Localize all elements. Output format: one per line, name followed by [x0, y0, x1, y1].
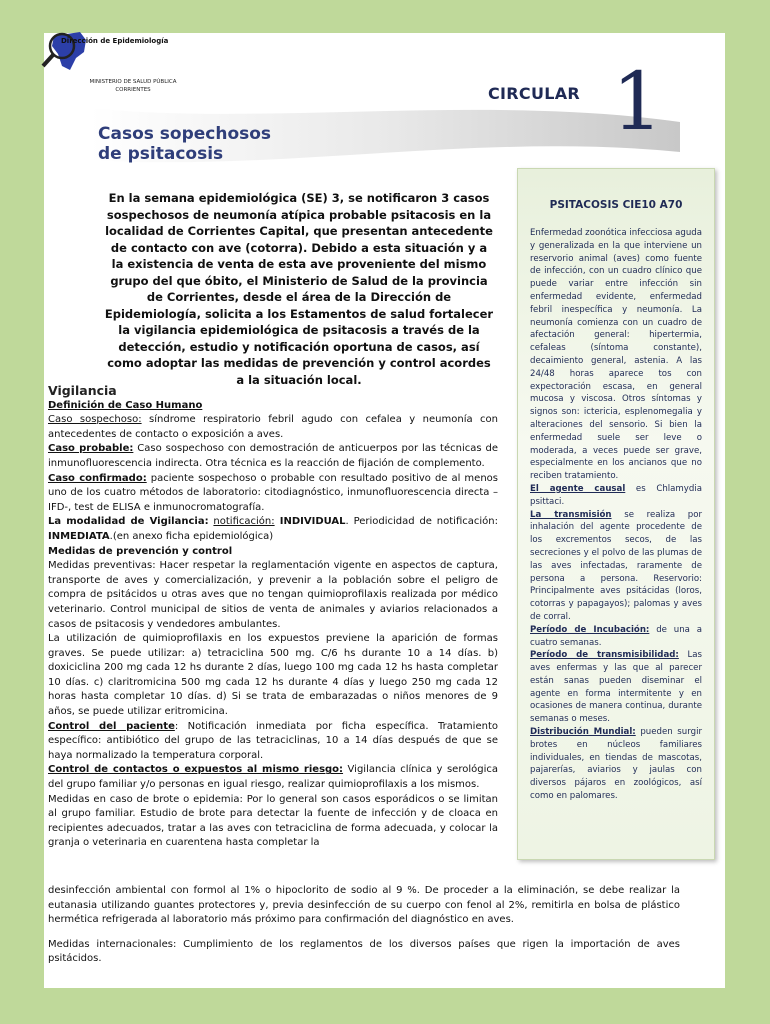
modalidad-text: . Periodicidad de notificación:: [345, 516, 498, 528]
disinfection-text: desinfección ambiental con formol al 1% o hipoclorito de sodio al 9 %. De proceder a la eliminación, se debe realizar la eutanasia utilizando guantes protectores y, previa desinfección de su cuerpo con fenol al 2%, remitirla en bolsa de plástico hermética refrigerada al laboratorio más próximo para confirmación del diagnóstico en aves.: [48, 885, 680, 926]
control-contactos-label: Control de contactos o expuestos al mismo riesgo:: [48, 764, 344, 776]
caso-probable: [48, 442, 498, 471]
chemoprophylaxis-text: La utilización de quimioprofilaxis en los expuestos previene la aparición de formas graves. Se puede utilizar: a) tetraciclina 500 mg. C/6 hs durante 10 a 14 días. b) doxiciclina 200 mg cada 12 hs durante 2 días, luego 100 mg cada 12 hs hasta completar 10 días. c) claritromicina 500 mg cada 12 hs durante 4 días y luego 250 mg cada 12 horas hasta completar 10 días. d) Si se trata de embarazadas o niños menores de 9 años, se puede utilizar eritromicina.: [48, 633, 498, 718]
definition-heading: Definición de Caso Humano: [48, 399, 203, 411]
caso-confirmado-label: Caso confirmado:: [48, 472, 147, 484]
title-line-2: de psitacosis: [98, 144, 224, 164]
incubacion-label: Período de Incubación:: [530, 624, 650, 635]
distribucion-text: pueden surgir brotes en núcleos familiares individuales, en tiendas de mascotas, pajarerías, aviarios y jaulas con diversos pájaros en zoológicos, así como en palomares.: [530, 727, 702, 802]
inmediata-label: INMEDIATA: [48, 530, 110, 542]
caso-sospechoso: [48, 413, 498, 442]
transmision-text: se realiza por inhalación del agente procedente de los excrementos secos, de las secreciones y el polvo de las plumas de las aves infectadas, raramente de persona a persona. Reservorio: Principalmente aves psitácidas (loros, cotorras y papagayos); palomas y aves de corral.: [530, 509, 702, 622]
main-body: [48, 384, 498, 851]
section-heading-vigilancia: Vigilancia: [48, 383, 117, 398]
modalidad-label: La modalidad de Vigilancia:: [48, 516, 209, 528]
circular-number: 1: [612, 55, 663, 148]
sidebar-agente: [530, 483, 702, 509]
modalidad-notif: notificación:: [213, 516, 275, 528]
incubacion-text: de una a cuatro semanas.: [530, 624, 702, 648]
logo-text: Dirección de Epidemiología: [61, 37, 169, 45]
sidebar-transmision: [530, 509, 702, 624]
distribucion-label: Distribución Mundial:: [530, 727, 636, 738]
caso-sospechoso-text: síndrome respiratorio febril agudo con cefalea y neumonía con antecedentes de contacto o exposición a aves.: [48, 414, 499, 440]
title-line-1: Casos sopechosos: [98, 124, 272, 144]
sidebar-description: Enfermedad zoonótica infecciosa aguda y generalizada en la que interviene un reservorio animal (aves) como fuente de infección, con un cuadro clínico que puede variar entre infección sin enfermedad evidente, enfermedad febril inespecífica y neumonía. La neumonía comienza con un cuadro de afectación general: hipertermia, cefaleas (síntoma constante), decaimiento general, astenia. A las 24/48 horas aparece tos con expectoración escasa, en general mucosa y viscosa. Otros síntomas y signos son: ictericia, esplenomegalia y alteraciones del sensorio. Si bien la enfermedad suele ser leve o moderada, a veces puede ser grave, especialmente en los ancianos que no reciben tratamiento.: [530, 228, 702, 482]
full-width-text: [48, 874, 680, 977]
page-title: [98, 124, 271, 164]
psitacosis-sidebar: [517, 168, 715, 860]
modalidad-individual: INDIVIDUAL: [274, 516, 346, 528]
transmision-label: La transmisión: [530, 509, 612, 520]
transmisibilidad-text: Las aves enfermas y las que al parecer están sanas pueden diseminar el agente en forma intermitente y en ocasiones de manera continua, durante semanas o meses.: [530, 650, 702, 725]
sidebar-text: [530, 227, 702, 803]
international-measures-text: Medidas internacionales: Cumplimiento de los reglamentos de los diversos países que rigen la importación de aves psitácidos.: [48, 938, 680, 965]
control-paciente-label: Control del paciente: [48, 720, 175, 732]
ministry-name: MINISTERIO DE SALUD PÚBLICA CORRIENTES: [89, 79, 177, 93]
sidebar-distribucion: [530, 726, 702, 803]
inmediata-text: .(en anexo ficha epidemiológica): [109, 530, 274, 542]
caso-sospechoso-label: Caso sospechoso:: [48, 414, 142, 426]
outbreak-text: Medidas en caso de brote o epidemia: Por lo general son casos esporádicos o se limitan al grupo familiar. Estudio de brote para detectar la fuente de infección y de cloaca en recipientes adecuados, tratar a las aves con tetraciclina de forma adecuada, y colocar la granja o veterinaria en cuarentena hasta completar la: [48, 793, 498, 849]
prevention-text: Medidas preventivas: Hacer respetar la reglamentación vigente en aspectos de captura, transporte de aves y comercialización, y prevenir a la población sobre el peligro de compra de psitácidos u otras aves que no tengan quimioprofilaxis realizada por médico veterinario. Control municipal de sitios de venta de animales y aviarios relacionados a casos de psitacosis y vendedores ambulantes.: [48, 560, 498, 630]
caso-confirmado: [48, 472, 498, 516]
intro-paragraph: En la semana epidemiológica (SE) 3, se notificaron 3 casos sospechosos de neumonía atípica probable psitacosis en la localidad de Corrientes Capital, que presentan antecedente de contacto con ave (cotorra). Debido a esta situación y a la existencia de venta de esta ave proveniente del mismo grupo del que óbito, el Ministerio de Salud de la provincia de Corrientes, desde el área de la Dirección de Epidemiología, solicita a los Estamentos de salud fortalecer la vigilancia epidemiológica de psitacosis a través de la detección, estudio y notificación oportuna de casos, así como adoptar las medidas de prevención y control acordes a la situación local.: [104, 191, 494, 387]
prevention-heading: Medidas de prevención y control: [48, 545, 233, 557]
sidebar-transmisibilidad: [530, 649, 702, 726]
circular-label: CIRCULAR: [488, 84, 581, 103]
agente-label: El agente causal: [530, 483, 626, 494]
control-contactos: [48, 763, 498, 792]
sidebar-title: PSITACOSIS CIE10 A70: [549, 199, 683, 211]
agente-text: es Chlamydia psittaci.: [530, 483, 702, 507]
sidebar-incubacion: [530, 624, 702, 650]
modalidad-vigilancia: [48, 515, 498, 544]
caso-probable-text: Caso sospechoso con demostración de anticuerpos por las técnicas de inmunofluorescencia indirecta. Otra técnica es la reacción de fijación de complemento.: [48, 443, 498, 469]
control-paciente: [48, 720, 498, 764]
control-contactos-text: Vigilancia clínica y serológica del grupo familiar y/o personas en igual riesgo, realizar quimioprofilaxis a los mismos.: [48, 764, 498, 791]
transmisibilidad-label: Período de transmisibilidad:: [530, 650, 679, 661]
caso-confirmado-text: paciente sospechoso o probable con resultado positivo de al menos uno de los cuatro métodos de laboratorio: citodiagnóstico, inmunofluorescencia directa –IFD-, test de ELISA e inmunocromatografía.: [48, 472, 498, 513]
caso-probable-label: Caso probable:: [48, 443, 134, 455]
control-paciente-text: : Notificación inmediata por ficha específica. Tratamiento específico: antibiótico del grupo de las tetraciclinas, 10 a 14 días después de que se haya normalizado la temperatura corporal.: [48, 720, 498, 761]
